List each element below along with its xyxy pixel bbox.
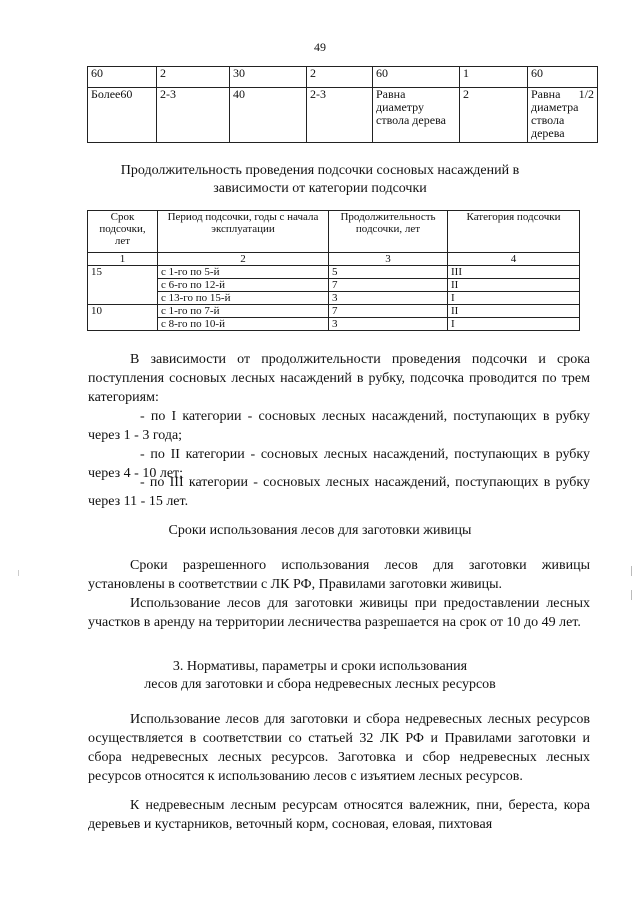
category-cell: I xyxy=(448,318,580,331)
section-heading: Сроки использования лесов для заготовки живицы xyxy=(168,523,472,538)
duration-cell: 7 xyxy=(329,305,448,318)
category-cell: II xyxy=(448,305,580,318)
section-heading-line: лесов для заготовки и сбора недревесных лесных ресурсов xyxy=(144,677,496,692)
paragraph: Использование лесов для заготовки и сбора недревесных лесных ресурсов осуществляется в соответствии со статьей 32 ЛК РФ и Правилами заготовки и сбора недревесных лесных ресурсов. Заготовка и сбор недревесных лесных ресурсов относятся к использованию лесов с изъятием лесных ресурсов. xyxy=(88,712,590,784)
duration-cell: 5 xyxy=(329,266,448,279)
duration-cell: 3 xyxy=(329,292,448,305)
column-number: 4 xyxy=(448,253,580,266)
term-cell: 10 xyxy=(88,305,158,331)
list-item: - по I категории - сосновых лесных насаждений, поступающих в рубку через 1 - 3 года; xyxy=(88,409,590,443)
tapping-table xyxy=(87,210,580,331)
column-header: Срок подсочки, лет xyxy=(88,211,158,253)
scan-mark xyxy=(631,590,632,600)
period-cell: с 8-го по 10-й xyxy=(158,318,329,331)
table-title-line: Продолжительность проведения подсочки сосновых насаждений в xyxy=(120,163,520,178)
scan-mark xyxy=(631,566,632,576)
table-cell: 1 xyxy=(460,67,528,88)
column-header: Продолжительность подсочки, лет xyxy=(329,211,448,253)
column-number-row xyxy=(88,253,580,266)
table-cell: 2 xyxy=(460,88,528,143)
table-cell: 2-3 xyxy=(157,88,230,143)
period-cell: с 13-го по 15-й xyxy=(158,292,329,305)
table-title-line: зависимости от категории подсочки xyxy=(213,181,427,196)
category-cell: I xyxy=(448,292,580,305)
table-row xyxy=(88,279,580,292)
table-cell: Равна диаметру ствола дерева xyxy=(373,88,460,143)
page-number: 49 xyxy=(314,40,326,54)
paragraph: Использование лесов для заготовки живицы при предоставлении лесных участков в аренду на территории лесничества разрешается на срок от 10 до 49 лет. xyxy=(88,596,590,630)
paragraph: В зависимости от продолжительности проведения подсочки и срока поступления сосновых лесных насаждений в рубку, подсочка проводится по трем категориям: xyxy=(88,352,590,405)
table-cell: 2 xyxy=(307,67,373,88)
table-cell: 2 xyxy=(157,67,230,88)
table-cell: Более60 xyxy=(88,88,157,143)
table-title xyxy=(0,162,640,198)
duration-cell: 7 xyxy=(329,279,448,292)
column-header: Категория подсочки xyxy=(448,211,580,253)
column-number: 2 xyxy=(158,253,329,266)
duration-cell: 3 xyxy=(329,318,448,331)
period-cell: с 1-го по 5-й xyxy=(158,266,329,279)
category-cell: II xyxy=(448,279,580,292)
table-row xyxy=(88,292,580,305)
table-cell: 60 xyxy=(373,67,460,88)
section-heading-line: 3. Нормативы, параметры и сроки использования xyxy=(172,659,468,674)
list-item: - по II категории - сосновых лесных насаждений, поступающих в рубку через 4 - 10 лет; xyxy=(88,447,590,481)
paragraph: Сроки разрешенного использования лесов для заготовки живицы установлены в соответствии с ЛК РФ, Правилами заготовки живицы. xyxy=(88,558,590,592)
category-cell: III xyxy=(448,266,580,279)
table-header-row xyxy=(88,211,580,253)
table-row xyxy=(88,88,598,143)
paragraph: К недревесным лесным ресурсам относятся валежник, пни, береста, кора деревьев и кустарников, веточный корм, сосновая, еловая, пихтовая xyxy=(88,798,590,832)
table-cell: 40 xyxy=(230,88,307,143)
table-cell: 30 xyxy=(230,67,307,88)
period-cell: с 1-го по 7-й xyxy=(158,305,329,318)
table-row xyxy=(88,305,580,318)
column-header: Период подсочки, годы с начала эксплуатации xyxy=(158,211,329,253)
table-cell: Равна 1/2 диаметра ствола дерева xyxy=(528,88,598,143)
table-row xyxy=(88,318,580,331)
list-item: - по III категории - сосновых лесных насаждений, поступающих в рубку через 11 - 15 лет. xyxy=(88,475,590,509)
table-cell: 60 xyxy=(528,67,598,88)
column-number: 1 xyxy=(88,253,158,266)
section-heading xyxy=(0,658,640,694)
table-cell: 2-3 xyxy=(307,88,373,143)
scan-mark xyxy=(18,570,19,576)
table-row xyxy=(88,266,580,279)
period-cell: с 6-го по 12-й xyxy=(158,279,329,292)
column-number: 3 xyxy=(329,253,448,266)
top-table xyxy=(87,66,598,143)
table-cell: 60 xyxy=(88,67,157,88)
table-row xyxy=(88,67,598,88)
term-cell: 15 xyxy=(88,266,158,305)
